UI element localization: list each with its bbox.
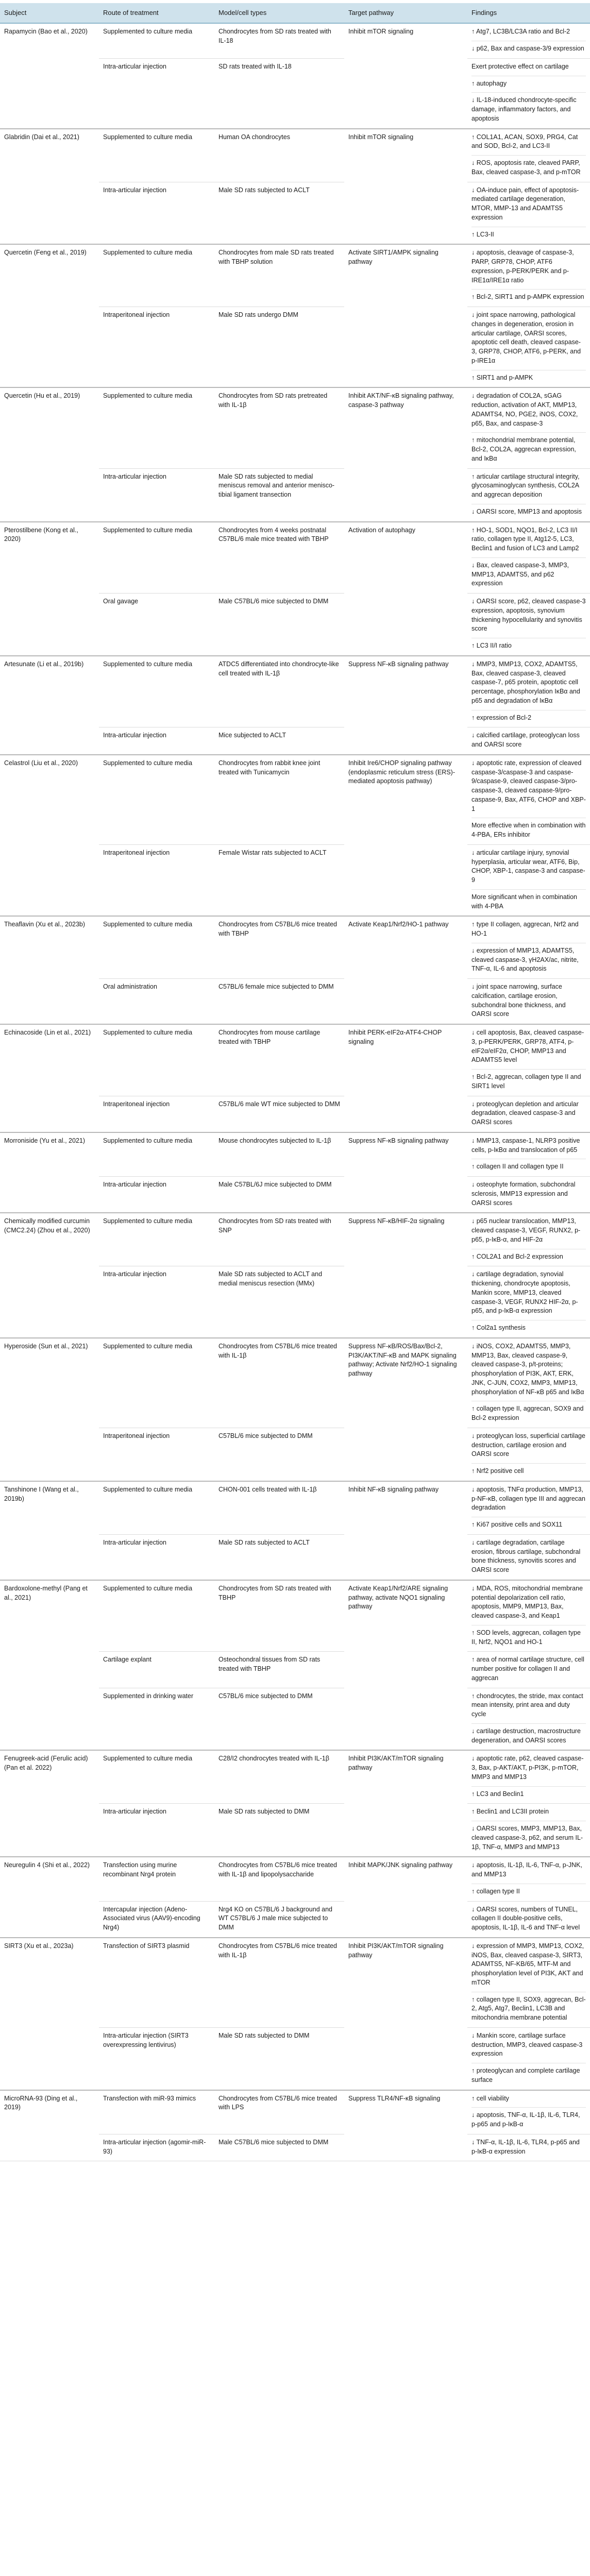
model-cell: Mouse chondrocytes subjected to IL-1β [214, 1132, 344, 1177]
target-pathway-cell: Suppress NF-κB signaling pathway [344, 656, 467, 755]
findings-cell [467, 844, 590, 916]
subject-cell: SIRT3 (Xu et al., 2023a) [0, 1938, 99, 2090]
target-pathway-cell: Suppress TLR4/NF-κB signaling [344, 2090, 467, 2161]
target-pathway-cell: Inhibit Ire6/CHOP signaling pathway (endoplasmic reticulum stress (ERS)-mediated apoptosis pathway) [344, 755, 467, 917]
finding-item: ↑ proteoglycan and complete cartilage surface [471, 2063, 586, 2086]
route-cell: Transfection using murine recombinant Nrg4 protein [99, 1857, 214, 1901]
finding-item: ↓ expression of MMP3, MMP13, COX2, iNOS, Bax, cleaved caspase-3, SIRT3, ADAMTS5, NF-KB/65, MTF-M and phosphorylation level of PI3K, AKT and mTOR [471, 1942, 584, 1986]
finding-item: ↑ collagen II and collagen type II [471, 1159, 586, 1173]
finding-item: ↑ Atg7, LC3B/LC3A ratio and Bcl-2 [471, 28, 570, 36]
finding-item: ↑ LC3-II [471, 227, 586, 241]
route-cell: Supplemented to culture media [99, 1750, 214, 1804]
model-cell: C57BL/6 mice subjected to DMM [214, 1428, 344, 1481]
finding-item: ↑ mitochondrial membrane potential, Bcl-2, COL2A, aggrecan expression, and IκBα [471, 432, 586, 464]
route-cell: Intraperitoneal injection [99, 1096, 214, 1132]
table-row [0, 23, 590, 58]
route-cell: Supplemented to culture media [99, 1213, 214, 1266]
model-cell: Chondrocytes from 4 weeks postnatal C57BL/6 male mice treated with TBHP [214, 522, 344, 594]
findings-cell [467, 1481, 590, 1535]
model-cell: Chondrocytes from C57BL/6 mice treated with IL-1β [214, 1338, 344, 1428]
target-pathway-cell: Inhibit MAPK/JNK signaling pathway [344, 1857, 467, 1938]
model-cell: Male SD rats subjected to medial meniscus removal and anterior menisco-tibial ligament transection [214, 468, 344, 522]
finding-item: ↑ area of normal cartilage structure, cell number positive for collagen II and aggrecan [471, 1656, 584, 1682]
model-cell: Chondrocytes from male SD rats treated with TBHP solution [214, 244, 344, 307]
finding-item: ↓ MDA, ROS, mitochondrial membrane potential depolarization cell ratio, apoptosis, MMP9, MMP13, Bax, cleaved caspase-3, and Keap1 [471, 1584, 583, 1620]
table-row [0, 1938, 590, 2028]
route-cell: Intraperitoneal injection [99, 844, 214, 916]
finding-item: ↑ autophagy [471, 76, 586, 90]
findings-cell [467, 1177, 590, 1213]
findings-cell [467, 182, 590, 244]
finding-item: ↓ cartilage destruction, macrostructure degeneration, and OARSI scores [471, 1723, 586, 1747]
finding-item: ↓ calcified cartilage, proteoglycan loss and OARSI score [471, 732, 580, 749]
finding-item: ↓ Mankin score, cartilage surface destruction, MMP3, cleaved caspase-3 expression [471, 2031, 583, 2058]
subject-cell: Fenugreek-acid (Ferulic acid) (Pan et al. 2022) [0, 1750, 99, 1857]
finding-item: ↑ expression of Bcl-2 [471, 710, 586, 724]
table-row [0, 755, 590, 845]
model-cell: Chondrocytes from SD rats treated with IL-18 [214, 23, 344, 58]
finding-item: ↓ cartilage degradation, synovial thickening, chondrocyte apoptosis, Mankin score, MMP13, cleaved caspase-3, VEGF, RUNX2 HIF-2α, p-p65, and p-IκB-α expression [471, 1270, 578, 1315]
table-row [0, 1338, 590, 1428]
finding-item: ↓ Bax, cleaved caspase-3, MMP3, MMP13, ADAMTS5, and p62 expression [471, 557, 586, 589]
model-cell: Male SD rats subjected to ACLT [214, 182, 344, 244]
finding-item: ↑ Beclin1 and LC3II protein [471, 1808, 549, 1816]
subject-cell: MicroRNA-93 (Ding et al., 2019) [0, 2090, 99, 2161]
findings-cell [467, 755, 590, 845]
target-pathway-cell: Inhibit PERK-eIF2α-ATF4-CHOP signaling [344, 1024, 467, 1132]
findings-cell [467, 1213, 590, 1266]
finding-item: ↓ apoptosis, TNF-α, IL-1β, IL-6, TLR4, p-p65 and p-IκB-α [471, 2107, 586, 2130]
subject-cell: Bardoxolone-methyl (Pang et al., 2021) [0, 1580, 99, 1751]
route-cell: Intra-articular injection (SIRT3 overexpressing lentivirus) [99, 2027, 214, 2090]
findings-cell [467, 1652, 590, 1688]
model-cell: C57BL/6 mice subjected to DMM [214, 1688, 344, 1750]
finding-item: ↓ OARSI score, p62, cleaved caspase-3 expression, apoptosis, synovium thickening hypocellularity and synovitis score [471, 598, 586, 633]
findings-cell [467, 1338, 590, 1428]
finding-item: ↓ IL-18-induced chondrocyte-specific damage, inflammatory factors, and apoptosis [471, 92, 586, 124]
finding-item: ↑ articular cartilage structural integrity, glycosaminoglycan synthesis, COL2A and aggrecan deposition [471, 472, 580, 499]
table-row [0, 1857, 590, 1901]
findings-cell [467, 2027, 590, 2090]
route-cell: Intraperitoneal injection [99, 1428, 214, 1481]
model-cell: Osteochondral tissues from SD rats treated with TBHP [214, 1652, 344, 1688]
subject-cell: Rapamycin (Bao et al., 2020) [0, 23, 99, 128]
subject-cell: Morroniside (Yu et al., 2021) [0, 1132, 99, 1213]
model-cell: Male C57BL/6 mice subjected to DMM [214, 594, 344, 656]
target-pathway-cell: Inhibit mTOR signaling [344, 129, 467, 245]
findings-cell [467, 1534, 590, 1580]
target-pathway-cell: Activate Keap1/Nrf2/ARE signaling pathway, activate NQO1 signaling pathway [344, 1580, 467, 1751]
finding-item: ↑ Bcl-2, aggrecan, collagen type II and SIRT1 level [471, 1069, 586, 1092]
route-cell: Supplemented to culture media [99, 1338, 214, 1428]
findings-cell [467, 1580, 590, 1652]
findings-cell [467, 2134, 590, 2161]
model-cell: ATDC5 differentiated into chondrocyte-like cell treated with IL-1β [214, 656, 344, 727]
subject-cell: Echinacoside (Lin et al., 2021) [0, 1024, 99, 1132]
route-cell: Intra-articular injection [99, 182, 214, 244]
findings-cell [467, 468, 590, 522]
finding-item: ↑ cell viability [471, 2094, 509, 2102]
finding-item: ↓ OARSI scores, numbers of TUNEL, collagen II double-positive cells, apoptosis, IL-1β, IL-6 and TNF-α level [471, 1905, 580, 1931]
model-cell: C57BL/6 male WT mice subjected to DMM [214, 1096, 344, 1132]
findings-cell [467, 1096, 590, 1132]
model-cell: Chondrocytes from SD rats pretreated with IL-1β [214, 387, 344, 468]
findings-cell [467, 594, 590, 656]
finding-item: ↑ collagen type II, SOX9, aggrecan, Bcl-2, Atg5, Atg7, Beclin1, LC3B and mitochondria membrane potential [471, 1992, 586, 2024]
finding-item: ↓ MMP3, MMP13, COX2, ADAMTS5, Bax, cleaved caspase-3, cleaved caspase-7, p65 protein, apoptotic cell percentage, phosphorylation IκBα and p65 and degradation of IκBα [471, 660, 580, 704]
route-cell: Intercapular injection (Adeno-Associated virus (AAV9)-encoding Nrg4) [99, 1901, 214, 1938]
model-cell: Chondrocytes from SD rats treated with SNP [214, 1213, 344, 1266]
target-pathway-cell: Inhibit NF-κB signaling pathway [344, 1481, 467, 1580]
table-body [0, 23, 590, 2161]
finding-item: ↓ apoptotic rate, expression of cleaved caspase-3/caspase-3 and caspase-9/caspase-9, cleaved caspase-3/pro-caspase-3, cleaved caspase-9/pro-caspase-9, Bax, ATF6, CHOP and XBP-1 [471, 759, 586, 812]
treatment-table [0, 3, 590, 2161]
model-cell: Mice subjected to ACLT [214, 727, 344, 755]
table-row [0, 916, 590, 978]
finding-item: ↑ Col2a1 synthesis [471, 1320, 586, 1334]
finding-item: ↓ p62, Bax and caspase-3/9 expression [471, 41, 586, 55]
findings-cell [467, 129, 590, 182]
findings-cell [467, 727, 590, 755]
subject-cell: Artesunate (Li et al., 2019b) [0, 656, 99, 755]
finding-item: More effective when in combination with 4-PBA, ERs inhibitor [471, 818, 586, 841]
findings-cell [467, 1750, 590, 1804]
table-row [0, 387, 590, 468]
finding-item: ↓ TNF-α, IL-1β, IL-6, TLR4, p-p65 and p-IκB-α expression [471, 2138, 580, 2155]
table-header [0, 3, 590, 23]
route-cell: Intra-articular injection [99, 1534, 214, 1580]
table-row [0, 1213, 590, 1266]
findings-cell [467, 387, 590, 468]
subject-cell: Celastrol (Liu et al., 2020) [0, 755, 99, 917]
table-row [0, 1481, 590, 1535]
route-cell: Supplemented to culture media [99, 1580, 214, 1652]
route-cell: Supplemented to culture media [99, 1481, 214, 1535]
subject-cell: Theaflavin (Xu et al., 2023b) [0, 916, 99, 1024]
target-pathway-cell: Suppress NF-κB/HIF-2α signaling [344, 1213, 467, 1338]
target-pathway-cell: Inhibit PI3K/AKT/mTOR signaling pathway [344, 1938, 467, 2090]
finding-item: ↑ chondrocytes, the stride, max contact mean intensity, print area and duty cycle [471, 1692, 583, 1718]
finding-item: ↓ OARSI scores, MMP3, MMP13, Bax, cleaved caspase-3, p62, and serum IL-1β, TNF-α, MMP3 and MMP13 [471, 1821, 586, 1853]
route-cell: Supplemented to culture media [99, 387, 214, 468]
model-cell: SD rats treated with IL-18 [214, 58, 344, 128]
findings-cell [467, 1857, 590, 1901]
route-cell: Intra-articular injection [99, 58, 214, 128]
findings-cell [467, 1428, 590, 1481]
finding-item: ↓ cartilage degradation, cartilage erosion, fibrous cartilage, subchondral bone thickness, synovitis scores and OARSI score [471, 1538, 581, 1574]
findings-cell [467, 656, 590, 727]
finding-item: ↑ LC3 and Beclin1 [471, 1786, 586, 1800]
model-cell: Chondrocytes from C57BL/6 mice treated with IL-1β [214, 1938, 344, 2028]
model-cell: Human OA chondrocytes [214, 129, 344, 182]
header-route: Route of treatment [99, 3, 214, 23]
finding-item: ↑ COL2A1 and Bcl-2 expression [471, 1249, 586, 1263]
finding-item: ↑ LC3 II/I ratio [471, 638, 586, 652]
target-pathway-cell: Inhibit mTOR signaling [344, 23, 467, 128]
route-cell: Transfection of SIRT3 plasmid [99, 1938, 214, 2028]
subject-cell: Glabridin (Dai et al., 2021) [0, 129, 99, 245]
table-row [0, 522, 590, 594]
table-row [0, 1132, 590, 1177]
target-pathway-cell: Inhibit PI3K/AKT/mTOR signaling pathway [344, 1750, 467, 1857]
model-cell: Male SD rats subjected to DMM [214, 2027, 344, 2090]
findings-cell [467, 1938, 590, 2028]
findings-cell [467, 979, 590, 1025]
finding-item: ↑ collagen type II, aggrecan, SOX9 and Bcl-2 expression [471, 1401, 586, 1424]
route-cell: Intra-articular injection (agomir-miR-93) [99, 2134, 214, 2161]
route-cell: Intra-articular injection [99, 1804, 214, 1857]
table-row [0, 1024, 590, 1096]
findings-cell [467, 1901, 590, 1938]
route-cell: Supplemented in drinking water [99, 1688, 214, 1750]
route-cell: Cartilage explant [99, 1652, 214, 1688]
model-cell: Chondrocytes from C57BL/6 mice treated with IL-1β and lipopolysaccharide [214, 1857, 344, 1901]
finding-item: ↑ Nrf2 positive cell [471, 1463, 586, 1477]
header-findings: Findings [467, 3, 590, 23]
route-cell: Intra-articular injection [99, 468, 214, 522]
finding-item: ↓ apoptosis, cleavage of caspase-3, PARP, GRP78, CHOP, ATF6 expression, p-PERK/PERK and p-IRE1α/IRE1α ratio [471, 249, 574, 284]
finding-item: ↓ apoptotic rate, p62, cleaved caspase-3, Bax, p-AKT/AKT, p-PI3K, p-mTOR, MMP3 and MMP13 [471, 1755, 584, 1781]
finding-item: ↓ OARSI score, MMP13 and apoptosis [471, 504, 586, 518]
target-pathway-cell: Activate Keap1/Nrf2/HO-1 pathway [344, 916, 467, 1024]
findings-cell [467, 58, 590, 128]
finding-item: ↓ osteophyte formation, subchondral sclerosis, MMP13 expression and OARSI scores [471, 1181, 576, 1207]
model-cell: CHON-001 cells treated with IL-1β [214, 1481, 344, 1535]
findings-cell [467, 1688, 590, 1750]
finding-item: ↓ MMP13, caspase-1, NLRP3 positive cells, p-IκBα and translocation of p65 [471, 1137, 580, 1154]
findings-cell [467, 307, 590, 388]
findings-cell [467, 916, 590, 978]
finding-item: ↓ iNOS, COX2, ADAMTS5, MMP3, MMP13, Bax, cleaved caspase-9, cleaved caspase-3, p/t-proteins; phosphorylation of PI3K, AKT, ERK, JNK, C-JUN, COX2, MMP3, MMP13, phosphorylation of NF-κB p65 and IκBα [471, 1342, 584, 1396]
model-cell: Male SD rats subjected to ACLT and medial meniscus resection (MMx) [214, 1266, 344, 1338]
finding-item: ↑ SOD levels, aggrecan, collagen type II, Nrf2, NQO1 and HO-1 [471, 1625, 586, 1648]
model-cell: Chondrocytes from C57BL/6 mice treated with TBHP [214, 916, 344, 978]
finding-item: ↓ joint space narrowing, surface calcification, cartilage erosion, subchondral bone thickness, and OARSI score [471, 983, 566, 1018]
finding-item: ↑ collagen type II [471, 1884, 586, 1897]
model-cell: C57BL/6 female mice subjected to DMM [214, 979, 344, 1025]
finding-item: ↑ SIRT1 and p-AMPK [471, 370, 586, 384]
table-row [0, 2090, 590, 2134]
finding-item: ↓ proteoglycan depletion and articular degradation, cleaved caspase-3 and OARSI scores [471, 1100, 579, 1126]
subject-cell: Quercetin (Hu et al., 2019) [0, 387, 99, 521]
model-cell: Male SD rats subjected to ACLT [214, 1534, 344, 1580]
findings-cell [467, 244, 590, 307]
model-cell: Female Wistar rats subjected to ACLT [214, 844, 344, 916]
model-cell: Chondrocytes from SD rats treated with TBHP [214, 1580, 344, 1652]
model-cell: Male SD rats undergo DMM [214, 307, 344, 388]
finding-item: ↑ Bcl-2, SIRT1 and p-AMPK expression [471, 289, 586, 303]
findings-cell [467, 23, 590, 58]
findings-cell [467, 1024, 590, 1096]
route-cell: Supplemented to culture media [99, 522, 214, 594]
header-row [0, 3, 590, 23]
route-cell: Transfection with miR-93 mimics [99, 2090, 214, 2134]
subject-cell: Chemically modified curcumin (CMC2.24) (Zhou et al., 2020) [0, 1213, 99, 1338]
route-cell: Intra-articular injection [99, 727, 214, 755]
model-cell: Chondrocytes from rabbit knee joint treated with Tunicamycin [214, 755, 344, 845]
finding-item: ↓ proteoglycan loss, superficial cartilage destruction, cartilage erosion and OARSI score [471, 1432, 585, 1458]
table-row [0, 1750, 590, 1804]
model-cell: Chondrocytes from mouse cartilage treated with TBHP [214, 1024, 344, 1096]
findings-cell [467, 522, 590, 594]
target-pathway-cell: Suppress NF-κB signaling pathway [344, 1132, 467, 1213]
route-cell: Oral gavage [99, 594, 214, 656]
finding-item: ↑ Ki67 positive cells and SOX11 [471, 1517, 586, 1531]
finding-item: ↑ type II collagen, aggrecan, Nrf2 and HO-1 [471, 921, 579, 938]
subject-cell: Quercetin (Feng et al., 2019) [0, 244, 99, 387]
finding-item: ↓ cell apoptosis, Bax, cleaved caspase-3, p-PERK/PERK, GRP78, ATF4, p-eIF2α/eIF2α, CHOP, MMP13 and ADAMTS5 level [471, 1029, 584, 1064]
findings-cell [467, 1266, 590, 1338]
table-row [0, 129, 590, 182]
subject-cell: Hyperoside (Sun et al., 2021) [0, 1338, 99, 1481]
route-cell: Intra-articular injection [99, 1177, 214, 1213]
route-cell: Supplemented to culture media [99, 244, 214, 307]
finding-item: ↓ articular cartilage injury, synovial hyperplasia, articular wear, ATF6, Bip, CHOP, XBP-1, caspase-3 and caspase-9 [471, 849, 585, 884]
route-cell: Supplemented to culture media [99, 755, 214, 845]
finding-item: ↓ OA-induce pain, effect of apoptosis-mediated cartilage degeneration, MTOR, MMP-13 and ADAMTS5 expression [471, 186, 579, 221]
finding-item: ↑ COL1A1, ACAN, SOX9, PRG4, Cat and SOD, Bcl-2, and LC3-II [471, 133, 578, 150]
header-model: Model/cell types [214, 3, 344, 23]
table-row [0, 244, 590, 307]
table-row [0, 656, 590, 727]
route-cell: Supplemented to culture media [99, 656, 214, 727]
finding-item: ↓ apoptosis, TNFα production, MMP13, p-NF-κB, collagen type III and aggrecan degradation [471, 1485, 585, 1512]
route-cell: Supplemented to culture media [99, 23, 214, 58]
model-cell: C28/I2 chondrocytes treated with IL-1β [214, 1750, 344, 1804]
finding-item: ↓ apoptosis, IL-1β, IL-6, TNF-α, p-JNK, and MMP13 [471, 1861, 582, 1878]
finding-item: ↓ expression of MMP13, ADAMTS5, cleaved caspase-3, γH2AX/ac, nitrite, TNF-α, IL-6 and apoptosis [471, 943, 586, 975]
table-row [0, 1580, 590, 1652]
model-cell: Male SD rats subjected to DMM [214, 1804, 344, 1857]
route-cell: Supplemented to culture media [99, 916, 214, 978]
finding-item: More significant when in combination with 4-PBA [471, 889, 586, 912]
finding-item: ↓ ROS, apoptosis rate, cleaved PARP, Bax, cleaved caspase-3, and p-mTOR [471, 155, 586, 178]
finding-item: ↓ degradation of COL2A, sGAG reduction, activation of AKT, MMP13, ADAMTS4, NO, PGE2, iNOS, COX2, p65, Bax, and caspase-3 [471, 392, 578, 427]
route-cell: Supplemented to culture media [99, 1024, 214, 1096]
subject-cell: Neuregulin 4 (Shi et al., 2022) [0, 1857, 99, 1938]
subject-cell: Tanshinone I (Wang et al., 2019b) [0, 1481, 99, 1580]
model-cell: Nrg4 KO on C57BL/6 J background and WT C57BL/6 J male mice subjected to DMM [214, 1901, 344, 1938]
target-pathway-cell: Activation of autophagy [344, 522, 467, 656]
target-pathway-cell: Inhibit AKT/NF-κB signaling pathway, caspase-3 pathway [344, 387, 467, 521]
finding-item: ↑ HO-1, SOD1, NQO1, Bcl-2, LC3 II/I ratio, collagen type II, Atg12-5, LC3, Beclin1 and fusion of LC3 and Lamp2 [471, 526, 579, 552]
finding-item: ↓ p65 nuclear translocation, MMP13, cleaved caspase-3, VEGF, RUNX2, p-p65, p-IκB-α, and HIF-2α [471, 1217, 581, 1243]
header-target: Target pathway [344, 3, 467, 23]
route-cell: Intraperitoneal injection [99, 307, 214, 388]
model-cell: Male C57BL/6 mice subjected to DMM [214, 2134, 344, 2161]
target-pathway-cell: Suppress NF-κB/ROS/Bax/Bcl-2, PI3K/AKT/NF-κB and MAPK signaling pathway; Activate Nrf2/HO-1 signaling pathway [344, 1338, 467, 1481]
findings-cell [467, 2090, 590, 2134]
model-cell: Chondrocytes from C57BL/6 mice treated with LPS [214, 2090, 344, 2134]
route-cell: Oral administration [99, 979, 214, 1025]
target-pathway-cell: Activate SIRT1/AMPK signaling pathway [344, 244, 467, 387]
route-cell: Supplemented to culture media [99, 129, 214, 182]
findings-cell [467, 1804, 590, 1857]
route-cell: Supplemented to culture media [99, 1132, 214, 1177]
finding-item: Exert protective effect on cartilage [471, 62, 569, 70]
header-subject: Subject [0, 3, 99, 23]
finding-item: ↓ joint space narrowing, pathological changes in degeneration, erosion in articular cartilage, OARSI scores, apoptotic cell death, cleaved caspase-3, GRP78, CHOP, ATF6, p-PERK, and p-IRE1α [471, 311, 581, 364]
subject-cell: Pterostilbene (Kong et al., 2020) [0, 522, 99, 656]
findings-cell [467, 1132, 590, 1177]
route-cell: Intra-articular injection [99, 1266, 214, 1338]
model-cell: Male C57BL/6J mice subjected to DMM [214, 1177, 344, 1213]
